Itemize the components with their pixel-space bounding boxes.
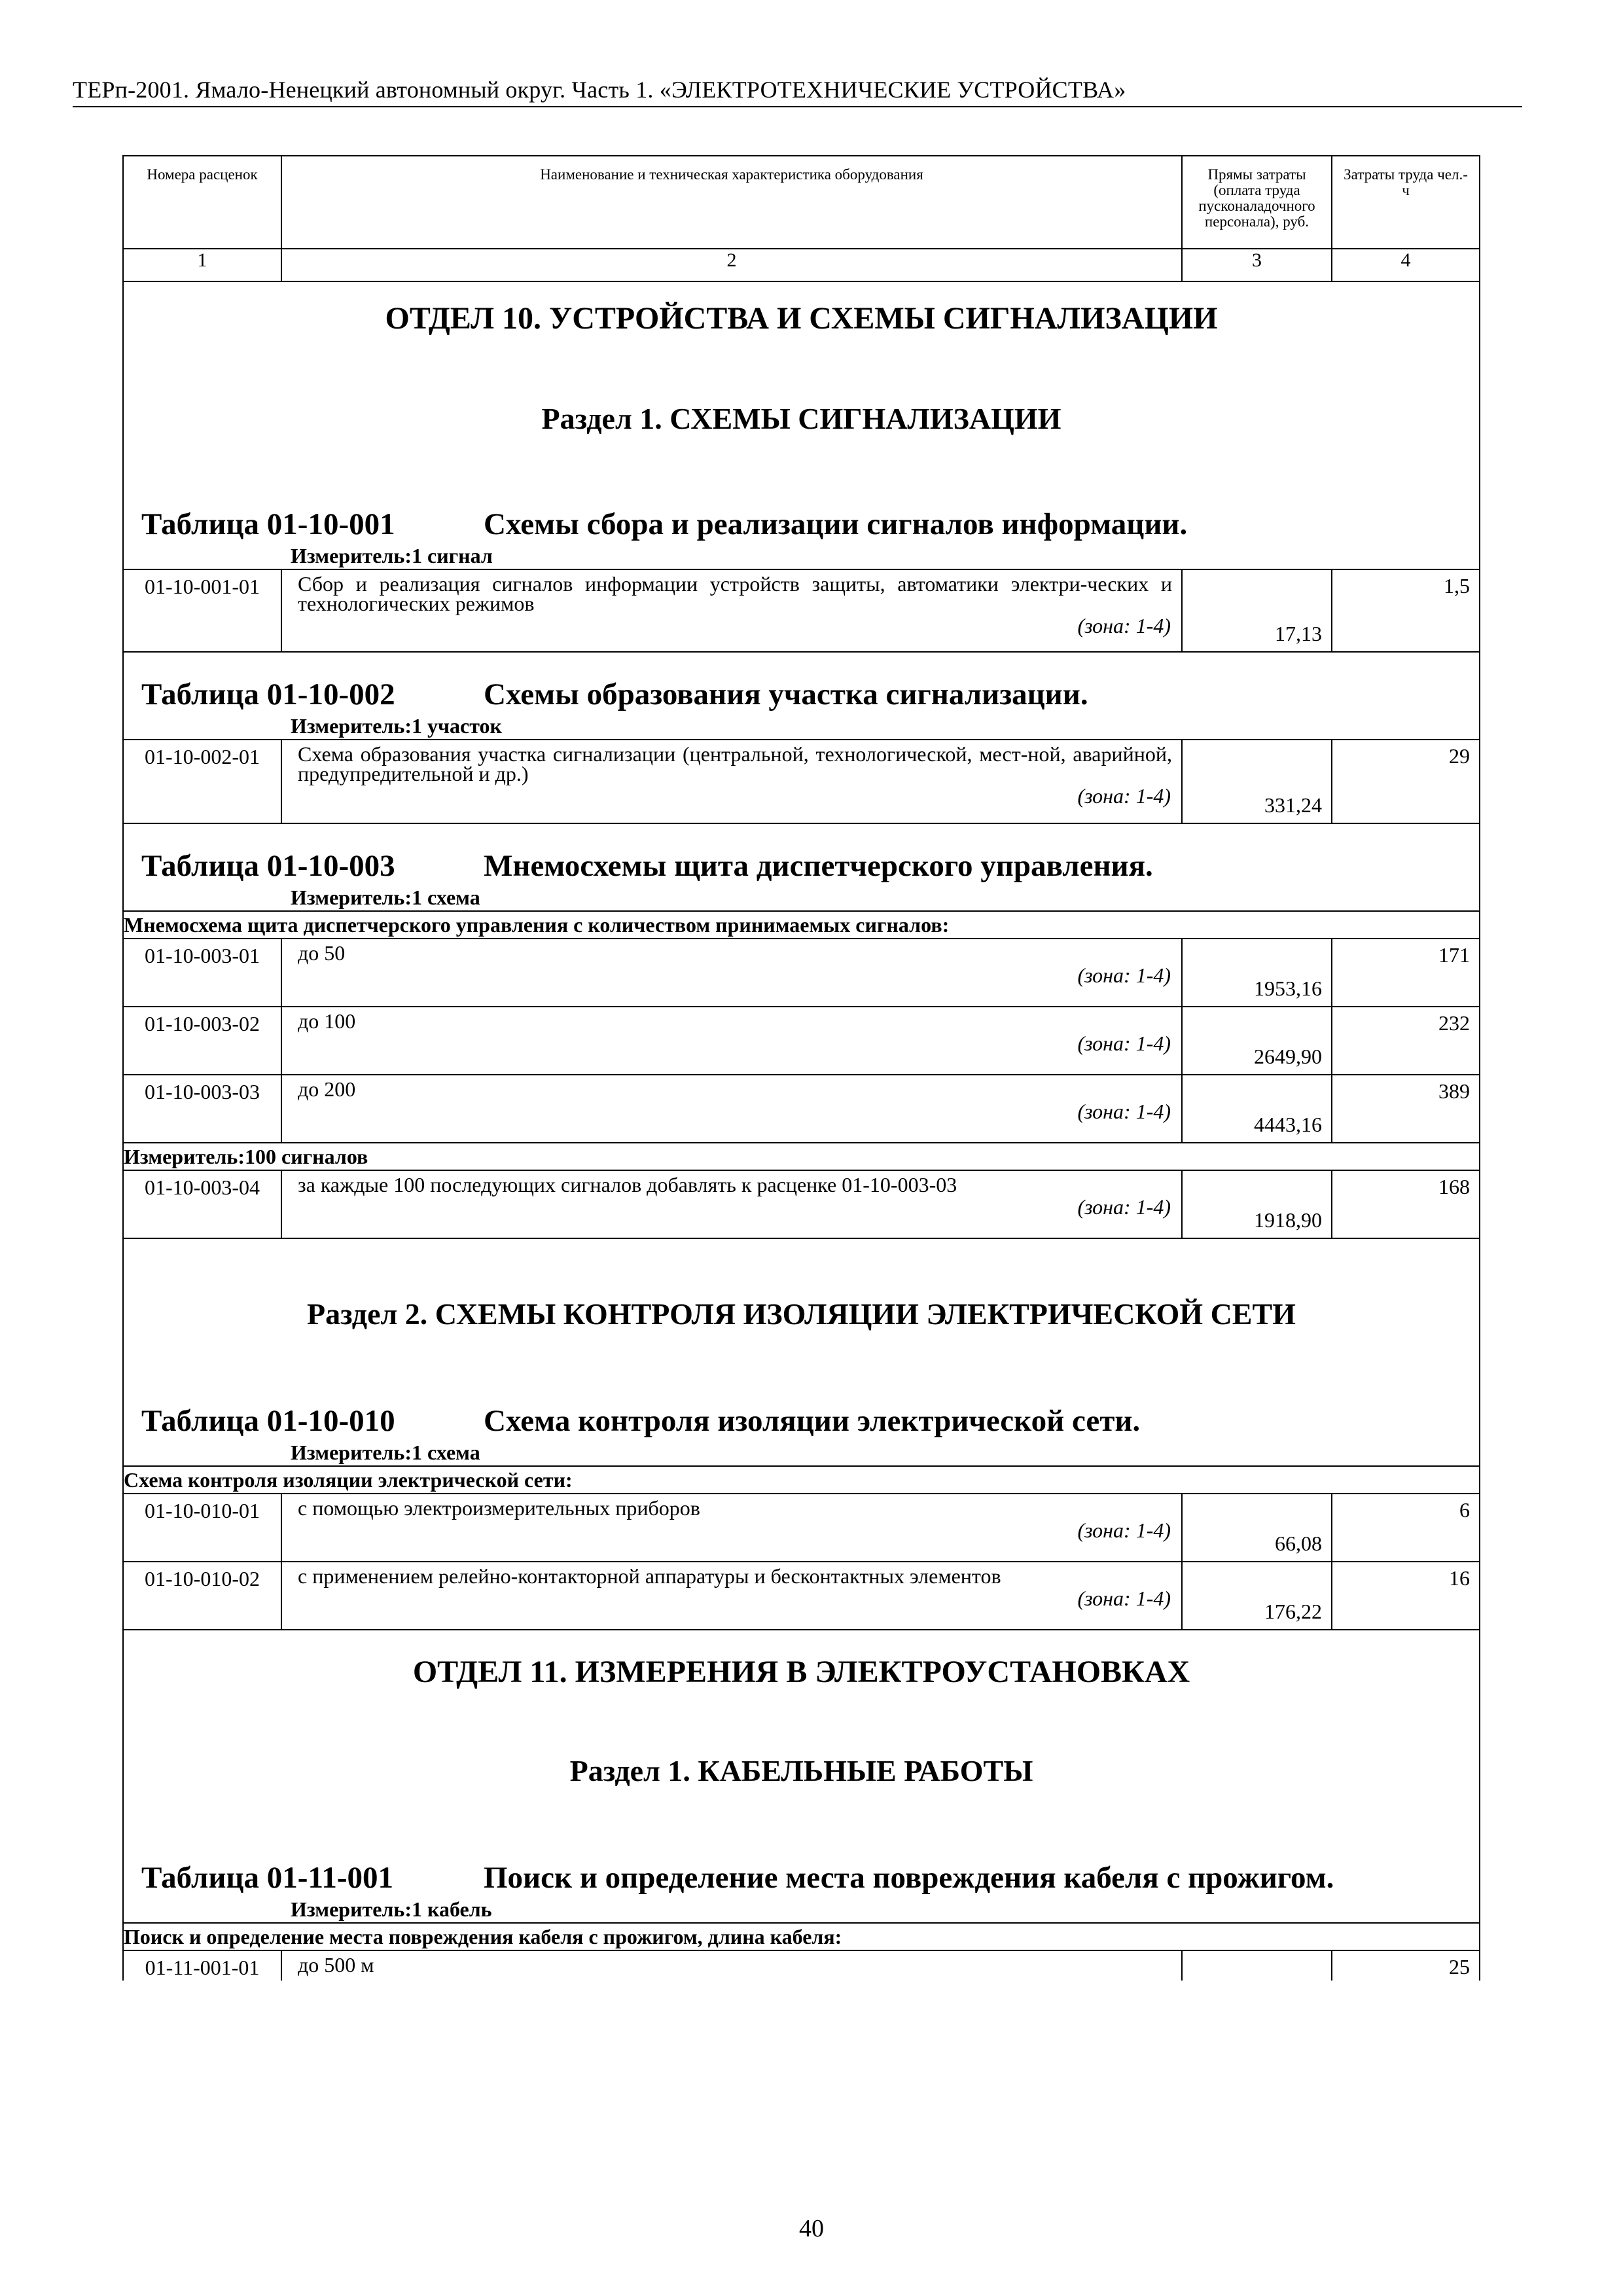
section-title: Раздел 1. СХЕМЫ СИГНАЛИЗАЦИИ [541,402,1061,435]
col-num-3: 3 [1182,249,1332,281]
labor-cost: 168 [1332,1170,1480,1238]
unit-row [123,1143,1480,1170]
direct-cost: 331,24 [1182,740,1332,823]
labor-cost: 16 [1332,1562,1480,1630]
col-header-codes: Номера расценок [123,156,281,249]
table-title [124,1403,1479,1439]
unit-of-measure: Измеритель:1 кабель [291,1897,492,1921]
table-row [123,1562,1480,1630]
table-name: Схемы сбора и реализации сигналов информации. [484,507,1188,541]
group-heading: Схема контроля изоляции электрической сети: [123,1466,1480,1494]
section-block [123,652,1480,740]
rate-description [281,1494,1182,1562]
rate-code: 01-10-003-04 [123,1170,281,1238]
col-num-2: 2 [281,249,1182,281]
rate-description [281,569,1182,652]
table-number: Таблица 01-11-001 [141,1861,393,1895]
running-head: ТЕРп-2001. Ямало-Ненецкий автономный округ. Часть 1. «ЭЛЕКТРОТЕХНИЧЕСКИЕ УСТРОЙСТВА» [73,75,1522,107]
rate-code: 01-10-003-02 [123,1007,281,1075]
direct-cost [1182,1950,1332,1981]
section-block [123,1630,1480,1923]
table-row [123,1494,1480,1562]
direct-cost: 1953,16 [1182,939,1332,1007]
rate-text: Сбор и реализация сигналов информации устройств защиты, автоматики электри-ческих и технологических режимов [298,572,1172,615]
col-num-4: 4 [1332,249,1480,281]
rate-text: с применением релейно-контакторной аппаратуры и бесконтактных элементов [298,1564,1001,1588]
table-number: Таблица 01-10-010 [141,1404,395,1438]
table-name: Схема контроля изоляции электрической сети. [484,1404,1141,1438]
zone-label: (зона: 1-4) [1077,1518,1171,1542]
section-block [123,281,1480,569]
section-block [123,1238,1480,1466]
direct-cost: 1918,90 [1182,1170,1332,1238]
rate-description [281,939,1182,1007]
direct-cost: 176,22 [1182,1562,1332,1630]
zone-label: (зона: 1-4) [1077,1031,1171,1055]
zone-label: (зона: 1-4) [1077,1100,1171,1123]
table-title [124,506,1479,543]
page-number: 40 [799,2215,824,2242]
table-number: Таблица 01-10-002 [141,677,395,711]
rate-code: 01-10-001-01 [123,569,281,652]
table-row [123,569,1480,652]
table-title [124,848,1479,884]
rate-text: до 100 [298,1009,356,1033]
rate-code: 01-10-010-02 [123,1562,281,1630]
rate-description [281,1007,1182,1075]
col-header-direct-costs: Прямы затраты (оплата труда пусконаладочного персонала), руб. [1182,156,1332,249]
zone-label: (зона: 1-4) [1077,784,1171,808]
group-heading-row [123,1466,1480,1494]
section-title: Раздел 1. КАБЕЛЬНЫЕ РАБОТЫ [569,1754,1033,1787]
group-heading-row [123,911,1480,939]
table-title [124,1859,1479,1896]
table-row [123,1170,1480,1238]
group-heading-row [123,1923,1480,1950]
rate-text: Схема образования участка сигнализации (центральной, технологической, мест-ной, аварийной, предупредительной и др.) [298,742,1172,785]
rate-code: 01-10-003-01 [123,939,281,1007]
column-header-row [123,156,1480,249]
table-name: Мнемосхемы щита диспетчерского управления. [484,849,1153,883]
table-row [123,939,1480,1007]
table-row [123,1007,1480,1075]
col-header-labor: Затраты труда чел.-ч [1332,156,1480,249]
rate-description [281,1075,1182,1143]
table-title [124,676,1479,713]
direct-cost: 4443,16 [1182,1075,1332,1143]
zone-label: (зона: 1-4) [1077,963,1171,987]
zone-label: (зона: 1-4) [1077,1587,1171,1610]
rates-table [122,155,1480,1981]
table-row [123,740,1480,823]
rate-text: с помощью электроизмерительных приборов [298,1496,700,1520]
rate-description [281,740,1182,823]
unit-of-measure: Измеритель:1 схема [291,886,480,909]
rate-code: 01-11-001-01 [123,1950,281,1981]
direct-cost: 17,13 [1182,569,1332,652]
labor-cost: 25 [1332,1950,1480,1981]
zone-label: (зона: 1-4) [1077,1195,1171,1219]
department-title: ОТДЕЛ 11. ИЗМЕРЕНИЯ В ЭЛЕКТРОУСТАНОВКАХ [412,1655,1190,1689]
col-num-1: 1 [123,249,281,281]
rate-code: 01-10-002-01 [123,740,281,823]
labor-cost: 389 [1332,1075,1480,1143]
rate-description [281,1170,1182,1238]
unit-of-measure: Измеритель:1 схема [291,1441,480,1464]
labor-cost: 171 [1332,939,1480,1007]
rate-text: до 200 [298,1077,356,1101]
direct-cost: 66,08 [1182,1494,1332,1562]
column-number-row [123,249,1480,281]
section-block [123,823,1480,911]
table-name: Поиск и определение места повреждения кабеля с прожигом. [484,1861,1334,1895]
group-heading: Поиск и определение места повреждения кабеля с прожигом, длина кабеля: [123,1923,1480,1950]
rate-text: до 50 [298,941,346,965]
labor-cost: 6 [1332,1494,1480,1562]
rate-description [281,1950,1182,1981]
direct-cost: 2649,90 [1182,1007,1332,1075]
table-number: Таблица 01-10-003 [141,849,395,883]
rate-code: 01-10-003-03 [123,1075,281,1143]
labor-cost: 232 [1332,1007,1480,1075]
table-name: Схемы образования участка сигнализации. [484,677,1088,711]
table-number: Таблица 01-10-001 [141,507,395,541]
unit-of-measure: Измеритель:1 участок [291,714,502,738]
group-heading: Мнемосхема щита диспетчерского управления с количеством принимаемых сигналов: [123,911,1480,939]
labor-cost: 1,5 [1332,569,1480,652]
zone-label: (зона: 1-4) [1077,614,1171,637]
rate-text: до 500 м [298,1953,374,1977]
col-header-name: Наименование и техническая характеристика оборудования [281,156,1182,249]
department-title: ОТДЕЛ 10. УСТРОЙСТВА И СХЕМЫ СИГНАЛИЗАЦИИ [385,301,1218,336]
table-row [123,1950,1480,1981]
unit-of-measure: Измеритель:1 сигнал [291,544,493,567]
labor-cost: 29 [1332,740,1480,823]
rate-text: за каждые 100 последующих сигналов добавлять к расценке 01-10-003-03 [298,1173,957,1196]
table-row [123,1075,1480,1143]
unit-of-measure: Измеритель:100 сигналов [123,1143,1480,1170]
rate-code: 01-10-010-01 [123,1494,281,1562]
rate-description [281,1562,1182,1630]
section-title: Раздел 2. СХЕМЫ КОНТРОЛЯ ИЗОЛЯЦИИ ЭЛЕКТРИЧЕСКОЙ СЕТИ [307,1297,1296,1331]
